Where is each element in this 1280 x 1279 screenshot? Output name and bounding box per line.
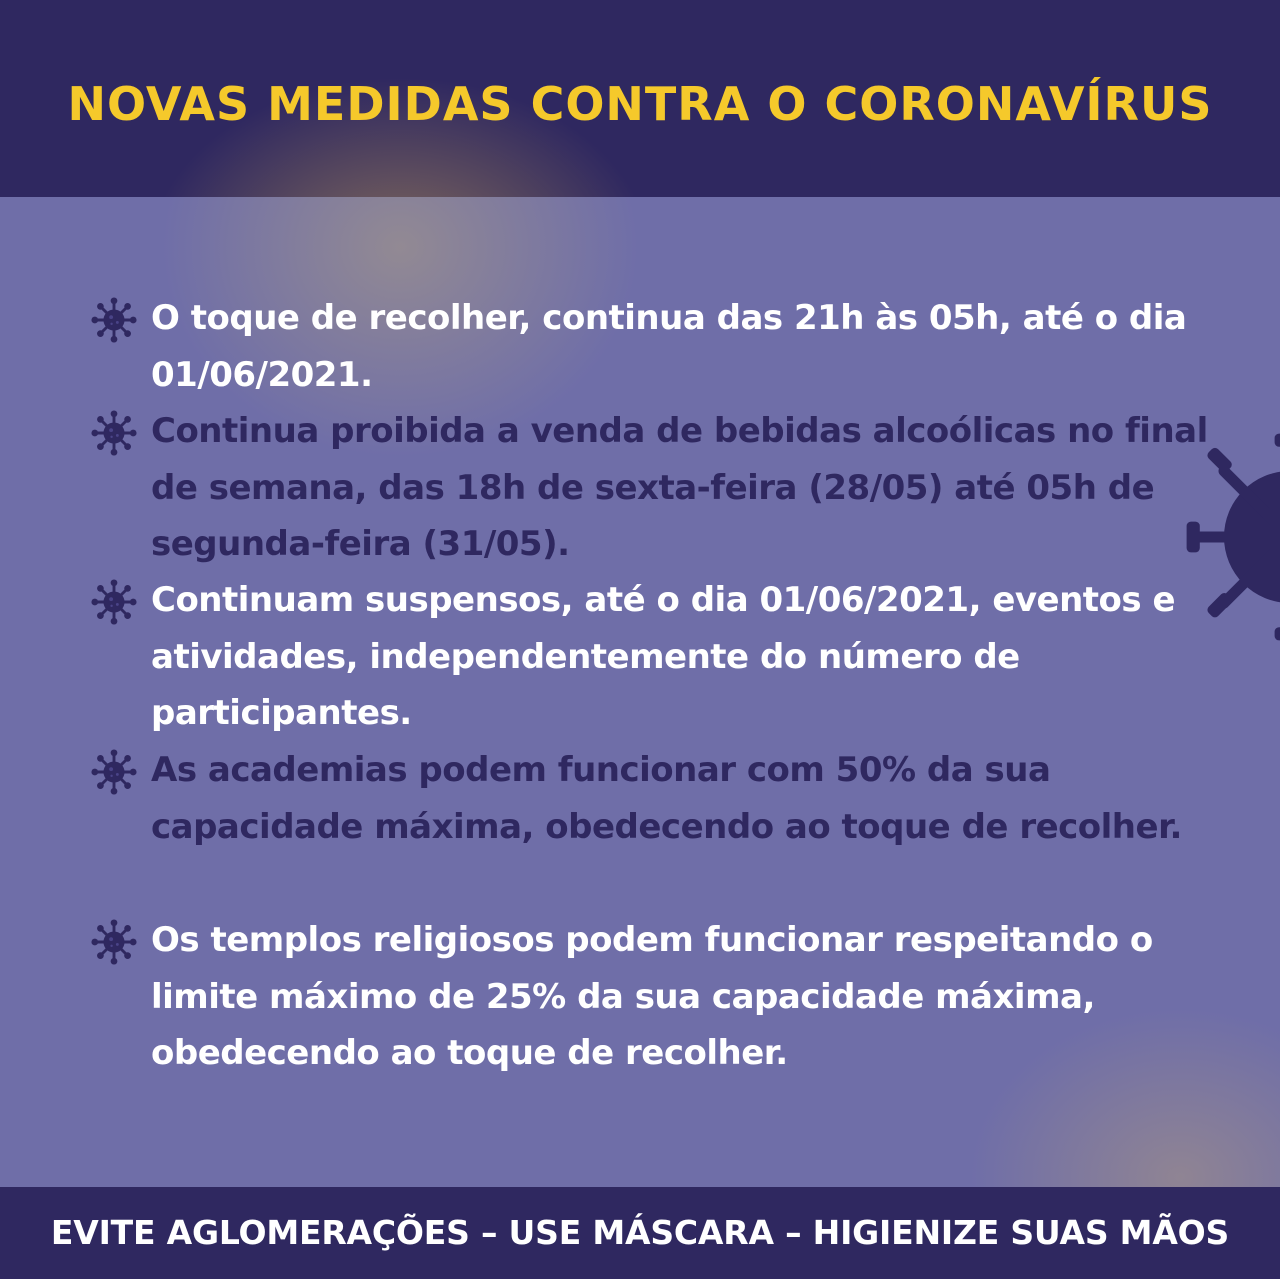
measures-panel: [0, 197, 1280, 1187]
header: [0, 0, 1280, 197]
virus-icon: [90, 748, 138, 796]
footer: [0, 1187, 1280, 1279]
measure-text: Os templos religiosos podem funcionar respeitando o limite máximo de 25% da sua capacidade máxima, obedecendo ao toque de recolher.: [151, 920, 1153, 1073]
page-title: NOVAS MEDIDAS CONTRA O CORONAVÍRUS: [67, 77, 1213, 131]
virus-icon: [90, 409, 138, 457]
measure-text: As academias podem funcionar com 50% da sua capacidade máxima, obedecendo ao toque de recolher.: [151, 750, 1182, 847]
measure-text: Continua proibida a venda de bebidas alcoólicas no final de semana, das 18h de sexta-feira (28/05) até 05h de segunda-feira (31/05).: [151, 411, 1208, 564]
virus-icon: [90, 918, 138, 966]
virus-icon: [90, 296, 138, 344]
measure-text: O toque de recolher, continua das 21h às 05h, até o dia 01/06/2021.: [151, 298, 1187, 395]
measure-text: Continuam suspensos, até o dia 01/06/2021, eventos e atividades, independentemente do número de participantes.: [151, 580, 1176, 733]
footer-slogan: EVITE AGLOMERAÇÕES – USE MÁSCARA – HIGIENIZE SUAS MÃOS: [50, 1213, 1230, 1252]
virus-icon: [90, 578, 138, 626]
